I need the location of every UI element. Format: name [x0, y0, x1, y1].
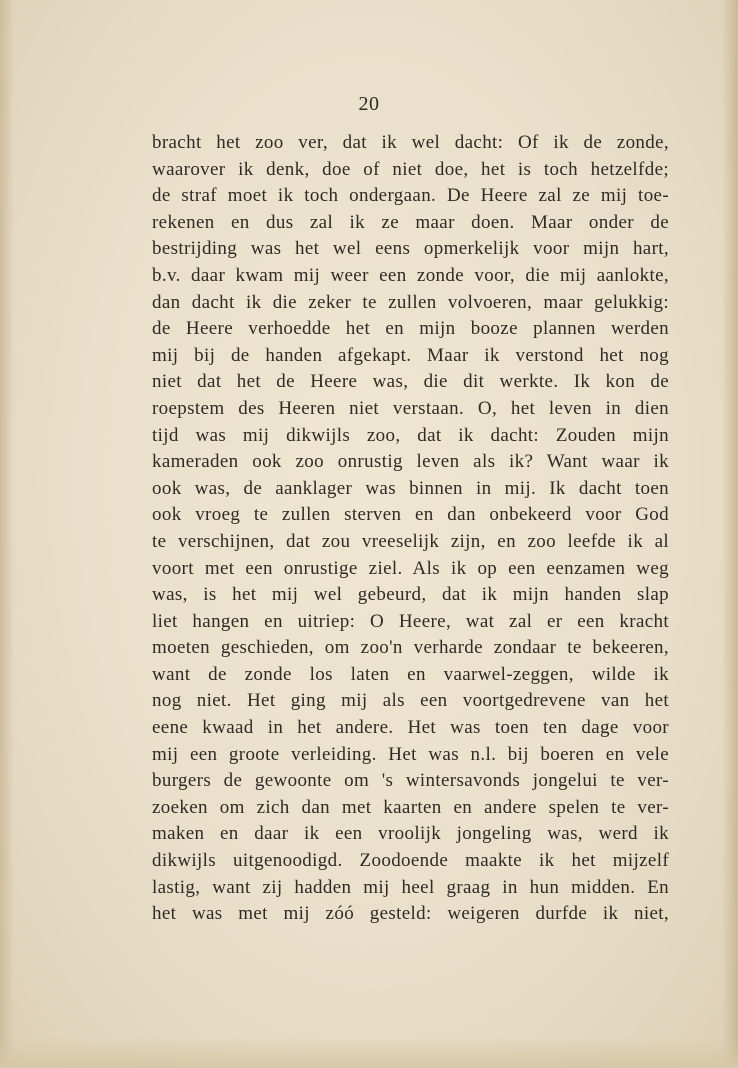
- text-line: de Heere verhoedde het en mijn booze plannen werden: [152, 318, 669, 340]
- text-line: mij bij de handen afgekapt. Maar ik verstond het nog: [152, 344, 669, 366]
- text-line: kameraden ook zoo onrustig leven als ik? Want waar ik: [152, 451, 669, 473]
- text-line: mij een groote verleiding. Het was n.l. bij boeren en vele: [152, 743, 669, 765]
- text-line: burgers de gewoonte om 's wintersavonds jongelui te ver-: [152, 770, 669, 792]
- text-line: ook vroeg te zullen sterven en dan onbekeerd voor God: [152, 504, 669, 526]
- text-line: liet hangen en uitriep: O Heere, wat zal er een kracht: [152, 610, 669, 632]
- text-line: het was met mij zóó gesteld: weigeren durfde ik niet,: [152, 903, 669, 925]
- text-line: de straf moet ik toch ondergaan. De Heere zal ze mij toe-: [152, 185, 669, 207]
- text-line: ook was, de aanklager was binnen in mij. Ik dacht toen: [152, 477, 669, 499]
- text-line: nog niet. Het ging mij als een voortgedrevene van het: [152, 690, 669, 712]
- page-number: 20: [358, 93, 380, 115]
- text-line: eene kwaad in het andere. Het was toen ten dage voor: [152, 717, 669, 739]
- text-line: roepstem des Heeren niet verstaan. O, het leven in dien: [152, 397, 669, 419]
- text-line: bestrijding was het wel eens opmerkelijk voor mijn hart,: [152, 238, 669, 260]
- page-edge-left: [0, 0, 14, 1068]
- body-text: [152, 130, 669, 928]
- text-line: maken en daar ik een vroolijk jongeling was, werd ik: [152, 823, 669, 845]
- text-line: waarover ik denk, doe of niet doe, het is toch hetzelfde;: [152, 158, 669, 180]
- page-edge-bottom: [0, 1038, 738, 1068]
- text-line: tijd was mij dikwijls zoo, dat ik dacht: Zouden mijn: [152, 424, 669, 446]
- page-edge-right: [722, 0, 738, 1068]
- text-line: niet dat het de Heere was, die dit werkte. Ik kon de: [152, 371, 669, 393]
- text-line: dan dacht ik die zeker te zullen volvoeren, maar gelukkig:: [152, 291, 669, 313]
- text-line: was, is het mij wel gebeurd, dat ik mijn handen slap: [152, 584, 669, 606]
- text-line: b.v. daar kwam mij weer een zonde voor, die mij aanlokte,: [152, 264, 669, 286]
- text-line: te verschijnen, dat zou vreeselijk zijn, en zoo leefde ik al: [152, 530, 669, 552]
- text-line: dikwijls uitgenoodigd. Zoodoende maakte ik het mijzelf: [152, 850, 669, 872]
- text-line: want de zonde los laten en vaarwel-zeggen, wilde ik: [152, 663, 669, 685]
- text-line: moeten geschieden, om zoo'n verharde zondaar te bekeeren,: [152, 637, 669, 659]
- text-line: bracht het zoo ver, dat ik wel dacht: Of ik de zonde,: [152, 132, 669, 153]
- text-line: voort met een onrustige ziel. Als ik op een eenzamen weg: [152, 557, 669, 579]
- text-line: rekenen en dus zal ik ze maar doen. Maar onder de: [152, 211, 669, 233]
- text-line: lastig, want zij hadden mij heel graag in hun midden. En: [152, 876, 669, 898]
- text-line: zoeken om zich dan met kaarten en andere spelen te ver-: [152, 796, 669, 818]
